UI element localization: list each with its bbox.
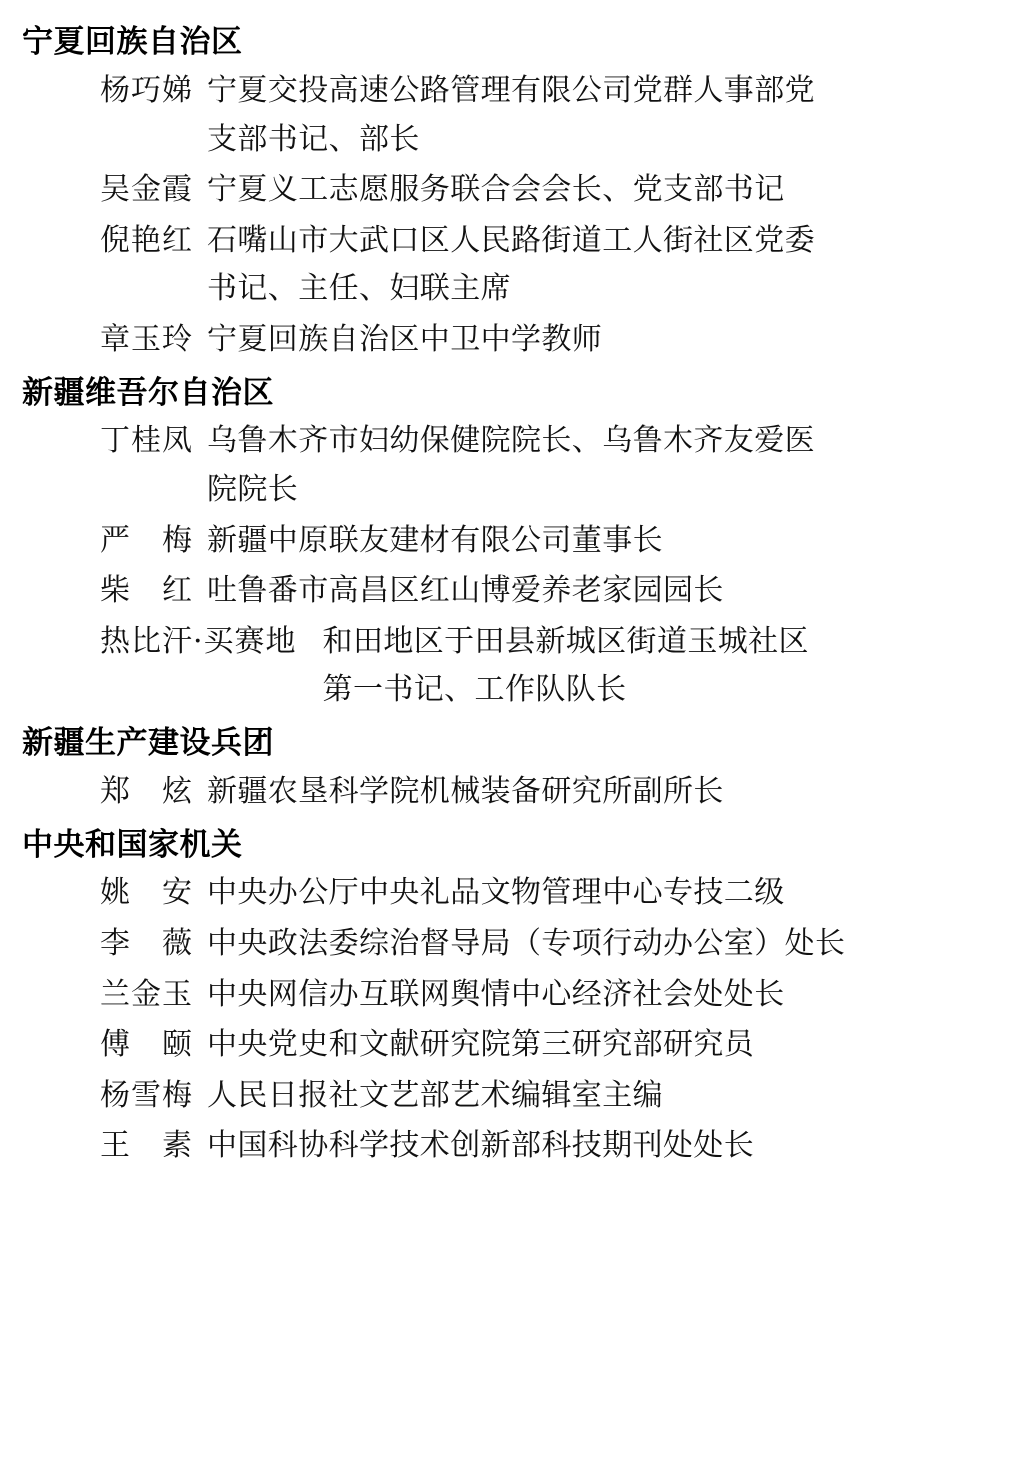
honoree-entry xyxy=(22,920,1003,969)
honoree-title xyxy=(207,217,1003,314)
honoree-name: 傅 颐 xyxy=(100,1027,193,1063)
honoree-entry xyxy=(22,316,1003,365)
honoree-title-line: 人民日报社文艺部艺术编辑室主编 xyxy=(207,1077,663,1113)
honoree-title xyxy=(207,67,1003,164)
honoree-title-line: 中央政法委综治督导局（专项行动办公室）处长 xyxy=(207,926,846,962)
honoree-title xyxy=(207,869,1003,918)
honoree-title xyxy=(207,417,1003,514)
honoree-title-line: 中央办公厅中央礼品文物管理中心专技二级 xyxy=(207,875,785,911)
honoree-title-line: 中央党史和文献研究院第三研究部研究员 xyxy=(207,1027,755,1063)
honoree-title-line: 新疆中原联友建材有限公司董事长 xyxy=(207,522,663,558)
region-section xyxy=(22,371,1003,716)
honoree-name: 柴 红 xyxy=(100,573,193,609)
honoree-entry xyxy=(22,869,1003,918)
honoree-entry xyxy=(22,517,1003,566)
region-section xyxy=(22,823,1003,1172)
honoree-name: 章玉玲 xyxy=(100,321,193,357)
honoree-title-continuation: 院院长 xyxy=(207,472,299,508)
honoree-title xyxy=(207,517,1003,566)
honoree-title-line: 宁夏交投高速公路管理有限公司党群人事部党 xyxy=(207,72,815,108)
honoree-title xyxy=(207,567,1003,616)
honoree-entry xyxy=(22,1072,1003,1121)
honoree-title xyxy=(207,768,1003,817)
honoree-name: 兰金玉 xyxy=(100,976,193,1012)
honoree-entry xyxy=(22,166,1003,215)
honoree-name: 杨雪梅 xyxy=(100,1077,193,1113)
honoree-title-line: 石嘴山市大武口区人民路街道工人街社区党委 xyxy=(207,222,815,258)
honoree-entry xyxy=(22,1122,1003,1171)
honoree-name: 吴金霞 xyxy=(100,172,193,208)
honoree-title xyxy=(207,316,1003,365)
honoree-title-line: 中国科协科学技术创新部科技期刊处处长 xyxy=(207,1128,755,1164)
region-section xyxy=(22,20,1003,365)
honoree-name: 杨巧娣 xyxy=(100,72,193,108)
section-heading: 新疆生产建设兵团 xyxy=(22,725,274,761)
section-heading: 新疆维吾尔自治区 xyxy=(22,374,274,411)
honoree-title-line: 乌鲁木齐市妇幼保健院院长、乌鲁木齐友爱医 xyxy=(207,423,815,459)
honoree-name: 热比汗·买赛地 xyxy=(100,623,297,659)
section-heading: 宁夏回族自治区 xyxy=(22,24,243,60)
section-heading: 中央和国家机关 xyxy=(22,826,243,863)
honoree-entry xyxy=(22,567,1003,616)
honoree-name: 李 薇 xyxy=(100,926,193,962)
honoree-entry xyxy=(22,618,1003,715)
honoree-title xyxy=(207,971,1003,1020)
honoree-title xyxy=(207,920,1003,969)
honoree-title-line: 吐鲁番市高昌区红山博爱养老家园园长 xyxy=(207,573,724,609)
honoree-title-continuation: 第一书记、工作队队长 xyxy=(322,672,627,708)
honoree-title-line: 中央网信办互联网舆情中心经济社会处处长 xyxy=(207,976,785,1012)
sections-container xyxy=(22,20,1003,1171)
honoree-entry xyxy=(22,417,1003,514)
honoree-entry xyxy=(22,971,1003,1020)
honoree-name: 王 素 xyxy=(100,1128,193,1164)
honoree-title xyxy=(323,618,1003,715)
honoree-name: 严 梅 xyxy=(100,522,193,558)
honoree-name: 丁桂凤 xyxy=(100,423,193,459)
honoree-title-line: 和田地区于田县新城区街道玉城社区 xyxy=(322,623,809,659)
honoree-name: 倪艳红 xyxy=(100,222,193,258)
honoree-entry xyxy=(22,67,1003,164)
honoree-title xyxy=(207,1122,1003,1171)
honoree-title-line: 新疆农垦科学院机械装备研究所副所长 xyxy=(207,773,724,809)
honoree-title-line: 宁夏回族自治区中卫中学教师 xyxy=(207,321,603,357)
honoree-name: 郑 炫 xyxy=(100,773,193,809)
honoree-title xyxy=(207,166,1003,215)
honoree-title xyxy=(207,1021,1003,1070)
honoree-title-line: 宁夏义工志愿服务联合会会长、党支部书记 xyxy=(207,172,785,208)
honoree-entry xyxy=(22,1021,1003,1070)
honoree-entry xyxy=(22,768,1003,817)
region-section xyxy=(22,721,1003,817)
honoree-name: 姚 安 xyxy=(100,875,193,911)
honoree-title-continuation: 支部书记、部长 xyxy=(207,121,420,157)
honoree-title xyxy=(207,1072,1003,1121)
honoree-entry xyxy=(22,217,1003,314)
honoree-title-continuation: 书记、主任、妇联主席 xyxy=(207,271,511,307)
